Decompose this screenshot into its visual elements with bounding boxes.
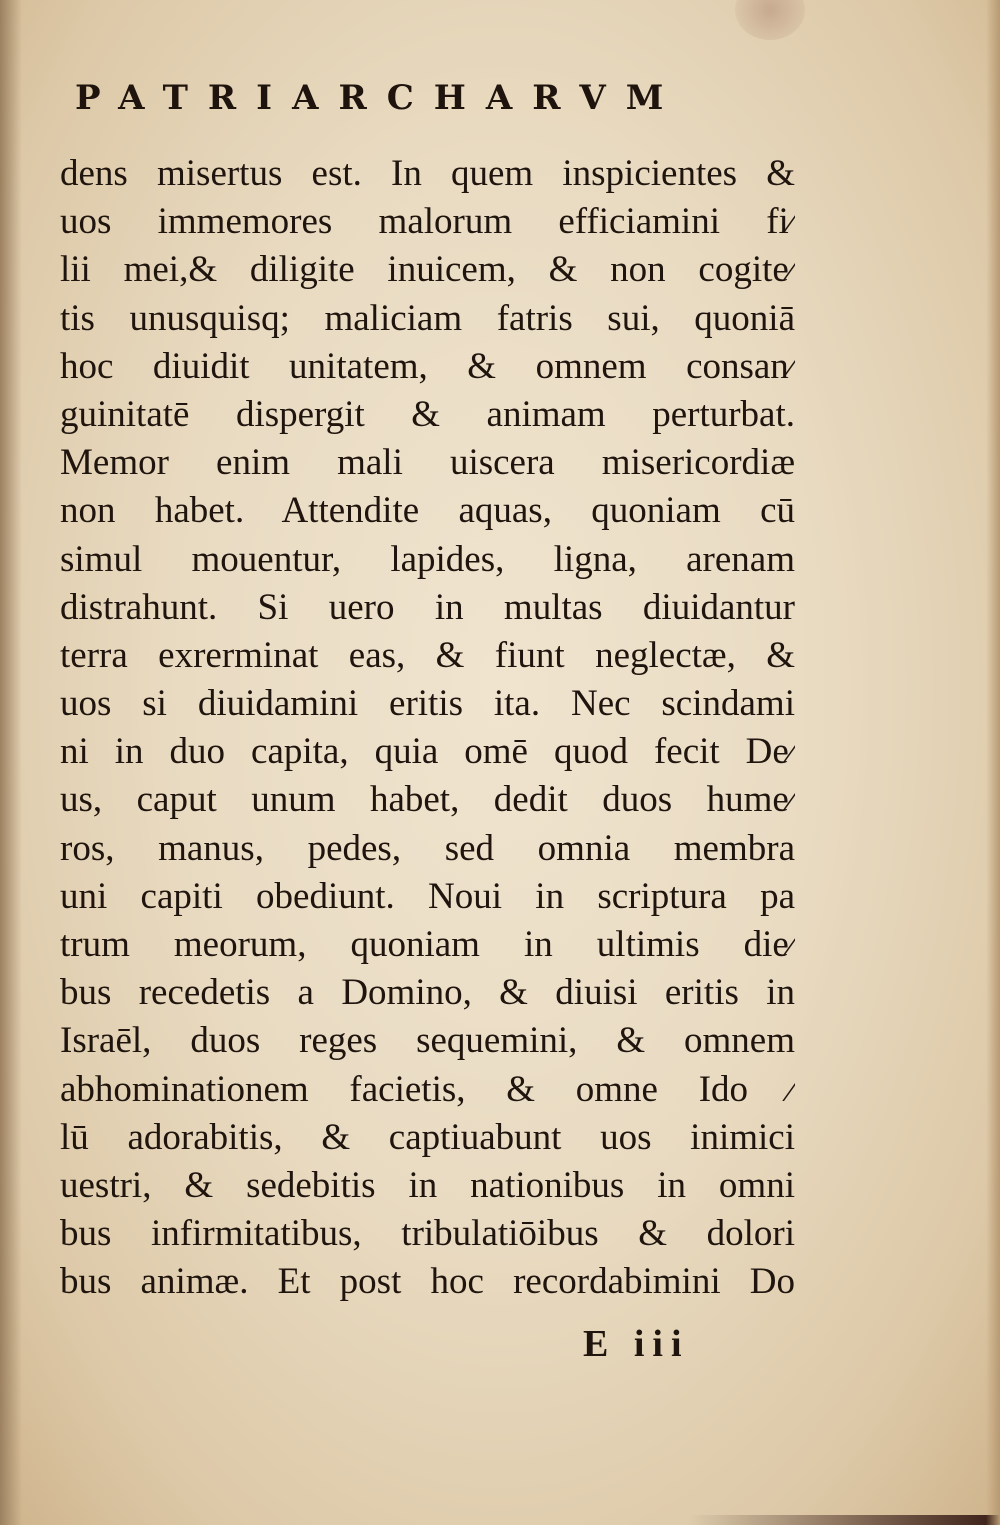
text-line: uos immemores malorum efficiamini fi⁄	[60, 201, 795, 243]
text-line: trum meorum, quoniam in ultimis die⁄	[60, 924, 795, 965]
text-line: lii mei,& diligite inuicem, & non cogite⁄	[60, 249, 795, 291]
running-head: PATRIARCHARVM	[75, 78, 684, 118]
text-line: tis unusquisq; maliciam fatris sui, quoniā	[60, 297, 795, 339]
text-line: bus infirmitatibus, tribulatiōibus & dolori	[60, 1213, 795, 1255]
binding-edge	[690, 1515, 1000, 1525]
text-line: uos si diuidamini eritis ita. Nec scindami	[60, 683, 795, 725]
text-line: us, caput unum habet, dedit duos hume⁄	[60, 779, 795, 821]
text-line: bus recedetis a Domino, & diuisi eritis in	[60, 972, 795, 1014]
text-line: abhominationem facietis, & omne Ido ⁄	[60, 1068, 795, 1110]
text-line: simul mouentur, lapides, ligna, arenam	[60, 538, 795, 580]
text-line: dens misertus est. In quem inspicientes &	[60, 153, 795, 194]
text-line: uestri, & sedebitis in nationibus in omni	[60, 1164, 795, 1206]
text-line: Israēl, duos reges sequemini, & omnem	[60, 1020, 795, 1062]
text-line: guinitatē dispergit & animam perturbat.	[60, 393, 795, 435]
text-line: uni capiti obediunt. Noui in scriptura pa	[60, 875, 795, 917]
text-line: non habet. Attendite aquas, quoniam cū	[60, 490, 795, 532]
signature-mark: E iii	[583, 1323, 690, 1365]
body-text	[60, 150, 795, 1307]
text-line: hoc diuidit unitatem, & omnem consan⁄	[60, 345, 795, 387]
text-line: lū adorabitis, & captiuabunt uos inimici	[60, 1116, 795, 1158]
text-line: distrahunt. Si uero in multas diuidantur	[60, 586, 795, 628]
text-line: ni in duo capita, quia omē quod fecit De⁄	[60, 731, 795, 773]
text-line: Memor enim mali uiscera misericordiæ	[60, 442, 795, 484]
text-line: bus animæ. Et post hoc recordabimini Do	[60, 1261, 795, 1303]
text-line: ros, manus, pedes, sed omnia membra	[60, 827, 795, 869]
text-line: terra exrerminat eas, & fiunt neglectæ, &	[60, 634, 795, 676]
page-stain	[735, 0, 805, 40]
